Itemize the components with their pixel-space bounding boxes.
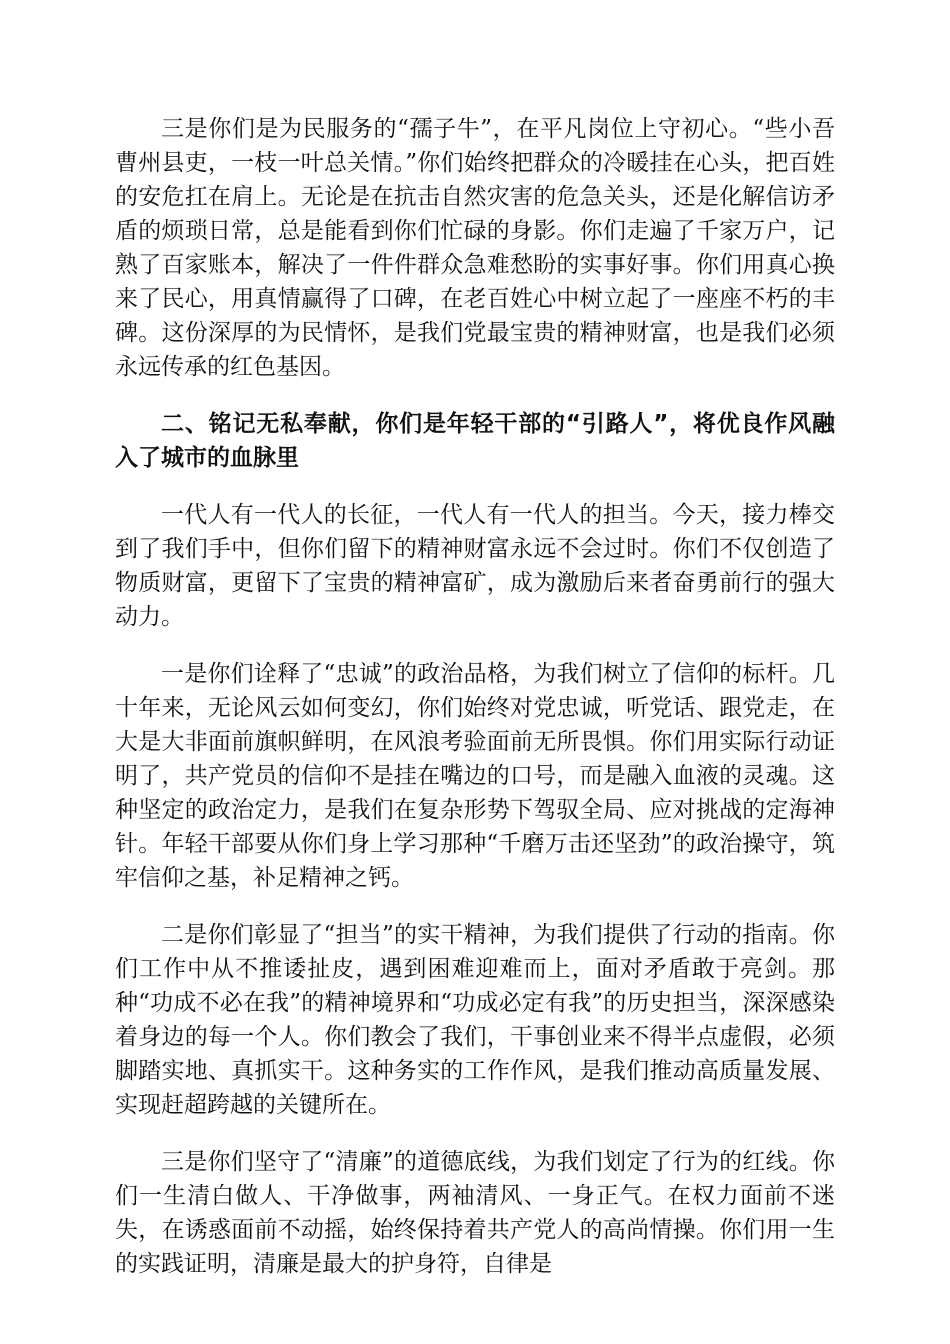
document-page bbox=[115, 112, 835, 1304]
paragraph-loyalty: 一是你们诠释了“忠诚”的政治品格，为我们树立了信仰的标杆。几十年来，无论风云如何变幻，你们始终对党忠诚，听党话、跟党走，在大是大非面前旗帜鲜明，在风浪考验面前无所畏惧。你们用实际行动证明了，共产党员的信仰不是挂在嘴边的口号，而是融入血液的灵魂。这种坚定的政治定力，是我们在复杂形势下驾驭全局、应对挑战的定海神针。年轻干部要从你们身上学习那种“千磨万击还坚劲”的政治操守，筑牢信仰之基，补足精神之钙。 bbox=[115, 661, 835, 891]
paragraph-responsibility: 二是你们彰显了“担当”的实干精神，为我们提供了行动的指南。你们工作中从不推诿扯皮，遇到困难迎难而上，面对矛盾敢于亮剑。那种“功成不必在我”的精神境界和“功成必定有我”的历史担当，深深感染着身边的每一个人。你们教会了我们，干事创业来不得半点虚假，必须脚踏实地、真抓实干。这种务实的工作作风，是我们推动高质量发展、实现赶超跨越的关键所在。 bbox=[115, 922, 835, 1118]
paragraph-service-spirit: 三是你们是为民服务的“孺子牛”，在平凡岗位上守初心。“些小吾曹州县吏，一枝一叶总关情。”你们始终把群众的冷暖挂在心头，把百姓的安危扛在肩上。无论是在抗击自然灾害的危急关头，还是化解信访矛盾的烦琐日常，总是能看到你们忙碌的身影。你们走遍了千家万户，记熟了百家账本，解决了一件件群众急难愁盼的实事好事。你们用真心换来了民心，用真情赢得了口碑，在老百姓心中树立起了一座座不朽的丰碑。这份深厚的为民情怀，是我们党最宝贵的精神财富，也是我们必须永远传承的红色基因。 bbox=[115, 116, 835, 380]
paragraph-integrity: 三是你们坚守了“清廉”的道德底线，为我们划定了行为的红线。你们一生清白做人、干净做事，两袖清风、一身正气。在权力面前不迷失，在诱惑面前不动摇，始终保持着共产党人的高尚情操。你们用一生的实践证明，清廉是最大的护身符，自律是 bbox=[115, 1149, 835, 1277]
paragraph-long-march: 一代人有一代人的长征，一代人有一代人的担当。今天，接力棒交到了我们手中，但你们留下的精神财富永远不会过时。你们不仅创造了物质财富，更留下了宝贵的精神富矿，成为激励后来者奋勇前行的强大动力。 bbox=[115, 502, 835, 630]
section-heading-two: 二、铭记无私奉献，你们是年轻干部的“引路人”，将优良作风融入了城市的血脉里 bbox=[115, 411, 835, 471]
